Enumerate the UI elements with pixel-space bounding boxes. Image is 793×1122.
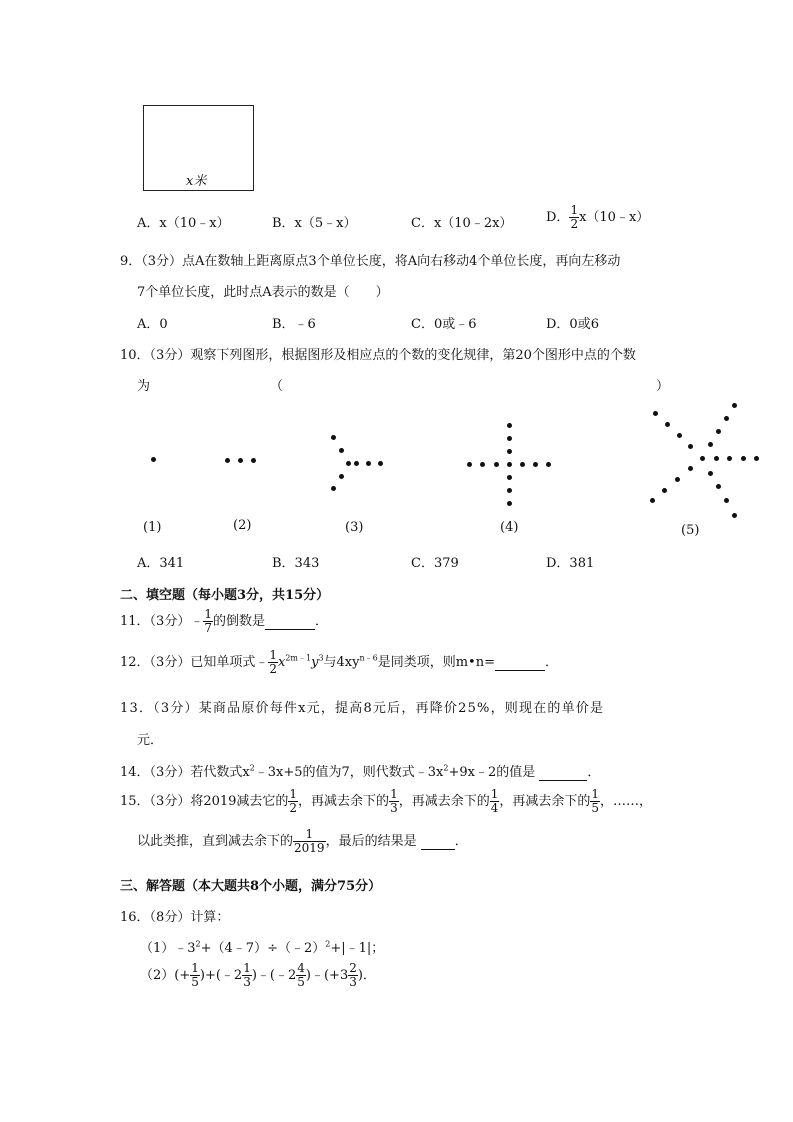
q16-sub2-a: （2）(+ (140, 968, 191, 983)
dot (727, 456, 732, 461)
q16-sub2 (140, 962, 376, 989)
frac-num: 1 (591, 787, 600, 801)
dot (467, 462, 472, 467)
q15-part4: ，再减去余下的 (499, 794, 591, 809)
dot (339, 474, 344, 479)
frac-num: 1 (293, 828, 326, 842)
q15-line2 (137, 828, 468, 855)
q15-part1: 15．（3分）将2019减去它的 (120, 794, 289, 809)
q10-option-d: D．381 (546, 556, 595, 571)
dot (754, 456, 759, 461)
q12-mid: 与4xy (323, 655, 360, 670)
q11-end: ． (314, 614, 328, 629)
dot (653, 411, 658, 416)
q16-sub2-c: )﹣(﹣2 (251, 968, 297, 983)
q15-end: ． (454, 834, 468, 849)
dot (238, 458, 243, 463)
dot (741, 456, 746, 461)
frac-num: 4 (297, 961, 305, 975)
q14 (120, 761, 600, 781)
dot (354, 461, 359, 466)
q15-fraction-1 (288, 788, 298, 815)
q12-prefix: 12．（3分）已知单项式﹣ (120, 655, 269, 670)
q14-exp2: 2 (443, 763, 449, 773)
dot (151, 457, 156, 462)
q16-fraction-2 (242, 962, 252, 989)
q15-part5: ，……， (600, 794, 653, 809)
q9-option-d: D．0或6 (546, 317, 599, 332)
dot (507, 436, 512, 441)
q13-line2: 元． (137, 733, 164, 748)
q11-answer-blank[interactable] (265, 614, 315, 630)
q15-fraction-5 (293, 828, 326, 855)
q12-term1-y: y (311, 655, 319, 670)
q11-suffix: 的倒数是 (212, 614, 265, 629)
figure-label-4: (4) (500, 520, 519, 535)
q8-option-d (546, 204, 649, 231)
q10-line1: 10．（3分）观察下列图形，根据图形及相应点的个数的变化规律，第20个图形中点的个数 (120, 348, 636, 363)
q16-fraction-3 (296, 962, 306, 989)
q12 (120, 649, 558, 676)
dot (507, 423, 512, 428)
dot (507, 462, 512, 467)
q14-prefix: 14．（3分）若代数式x (120, 765, 250, 780)
frac-den: 3 (349, 975, 357, 989)
q8-option-b: B．x（5﹣x） (272, 216, 357, 231)
dot (546, 462, 551, 467)
figure-label-2: (2) (233, 518, 252, 533)
dot (688, 466, 693, 471)
frac-num: 1 (390, 787, 398, 801)
dot (675, 477, 680, 482)
q14-exp1: 2 (249, 763, 255, 773)
q8-option-d-fraction (569, 204, 579, 231)
q15-part2: ，再减去余下的 (298, 794, 390, 809)
q12-answer-blank[interactable] (495, 655, 545, 671)
q12-term1-base: x (277, 655, 286, 670)
dot (724, 416, 729, 421)
dot (533, 462, 538, 467)
q15-fraction-3 (490, 788, 500, 815)
q15-answer-blank[interactable] (421, 834, 455, 850)
frac-den: 4 (490, 801, 499, 815)
q16-sub2-d: )﹣(+3 (305, 968, 349, 983)
dot (507, 475, 512, 480)
q14-answer-blank[interactable] (539, 765, 587, 781)
q9-option-b: B．﹣6 (272, 317, 316, 332)
frac-num: 1 (269, 648, 277, 662)
dot (650, 498, 655, 503)
q15-line2-suffix: ，最后的结果是 (325, 834, 417, 849)
dot (331, 486, 336, 491)
q15-line2-prefix: 以此类推，直到减去余下的 (137, 834, 294, 849)
figure-label-1: (1) (143, 520, 162, 535)
frac-den: 2 (269, 662, 277, 676)
q12-term1-yexp: 3 (318, 653, 324, 663)
frac-den: 2 (570, 217, 579, 231)
q12-mid2: 是同类项，则m•n= (377, 655, 495, 670)
q16-sub2-b: )+(﹣2 (199, 968, 243, 983)
q8-option-a: A．x（10﹣x） (137, 216, 230, 231)
figure-label-3: (3) (345, 520, 364, 535)
frac-num: 1 (570, 203, 579, 217)
q15-part3: ，再减去余下的 (398, 794, 490, 809)
dot (366, 461, 371, 466)
q16-fraction-4 (348, 962, 358, 989)
q15-line1 (120, 788, 652, 815)
dot (732, 403, 737, 408)
frac-den: 5 (591, 801, 600, 815)
q16-sub2-e: )． (357, 968, 376, 983)
frac-den: 2 (289, 801, 298, 815)
q10-paren-close: ） (656, 379, 670, 394)
q10-option-a: A．341 (137, 556, 185, 571)
dot (662, 488, 667, 493)
q9-option-a: A．0 (137, 317, 168, 332)
dot (480, 462, 485, 467)
frac-den: 5 (297, 975, 305, 989)
q12-fraction (268, 649, 278, 676)
q12-term1-exp: 2m﹣1 (285, 653, 312, 663)
dot (708, 471, 713, 476)
dot (688, 444, 693, 449)
dot (507, 501, 512, 506)
dot (724, 498, 729, 503)
frac-num: 1 (204, 607, 212, 621)
q11-fraction (203, 608, 213, 635)
q16-sub1-c: +|﹣1|； (330, 941, 385, 956)
frac-den: 2019 (294, 841, 325, 855)
q9-option-c: C．0或﹣6 (411, 317, 477, 332)
q13-line1: 13．（3分）某商品原价每件x元，提高8元后，再降价25%，则现在的单价是 (120, 701, 605, 716)
q16-fraction-1 (190, 962, 200, 989)
section3-heading: 三、解答题（本大题共8个小题，满分75分） (120, 879, 382, 894)
dot (714, 456, 719, 461)
figure-label-5: (5) (681, 523, 700, 538)
q16-sub1-a: （1）﹣3 (140, 941, 196, 956)
rectangle-label: x米 (186, 174, 207, 189)
q16-sub1-exp2: 2 (325, 939, 331, 949)
q16-sub1 (140, 937, 384, 956)
dot (716, 429, 721, 434)
q8-option-d-prefix: D． (546, 210, 570, 225)
q10-option-c: C．379 (411, 556, 459, 571)
frac-den: 7 (204, 621, 212, 635)
dot (700, 456, 705, 461)
dot (507, 449, 512, 454)
q14-end: ． (587, 765, 601, 780)
q8-option-d-suffix: x（10﹣x） (579, 210, 650, 225)
frac-den: 3 (390, 801, 398, 815)
frac-num: 1 (191, 961, 199, 975)
q12-term2-exp: n﹣6 (359, 653, 378, 663)
dot (494, 462, 499, 467)
dot (677, 433, 682, 438)
q9-line1: 9．（3分）点A在数轴上距离原点3个单位长度，将A向右移动4个单位长度，再向左移动 (120, 254, 621, 269)
q10-paren-open: （ (270, 379, 284, 394)
q15-fraction-2 (389, 788, 399, 815)
dot (665, 422, 670, 427)
q12-end: ． (545, 655, 559, 670)
dot (732, 513, 737, 518)
dot (708, 442, 713, 447)
q14-mid: ﹣3x+5的值为7，则代数式﹣3x (254, 765, 444, 780)
q15-fraction-4 (590, 788, 600, 815)
frac-den: 3 (243, 975, 251, 989)
frac-num: 1 (289, 787, 298, 801)
dot (716, 484, 721, 489)
q16-sub1-b: +（4﹣7）÷（﹣2） (200, 941, 326, 956)
dot (251, 458, 256, 463)
dot (520, 462, 525, 467)
frac-num: 1 (243, 961, 251, 975)
q8-option-c: C．x（10﹣2x） (411, 216, 513, 231)
q14-mid2: +9x﹣2的值是 (448, 765, 536, 780)
section2-heading: 二、填空题（每小题3分，共15分） (120, 588, 330, 603)
dot (225, 458, 230, 463)
dot (507, 488, 512, 493)
frac-den: 5 (191, 975, 199, 989)
q11-prefix: 11．（3分）﹣ (120, 614, 204, 629)
dot (378, 461, 383, 466)
q10-line2-start: 为 (137, 379, 151, 394)
dot (331, 435, 336, 440)
dot (339, 448, 344, 453)
q16-title: 16．（8分）计算： (120, 910, 230, 925)
q16-sub1-exp1: 2 (195, 939, 201, 949)
frac-num: 2 (349, 961, 357, 975)
dot (346, 461, 351, 466)
q10-option-b: B．343 (272, 556, 320, 571)
frac-num: 1 (490, 787, 499, 801)
q11 (120, 608, 328, 635)
q9-line2: 7个单位长度，此时点A表示的数是（ ） (137, 285, 389, 300)
